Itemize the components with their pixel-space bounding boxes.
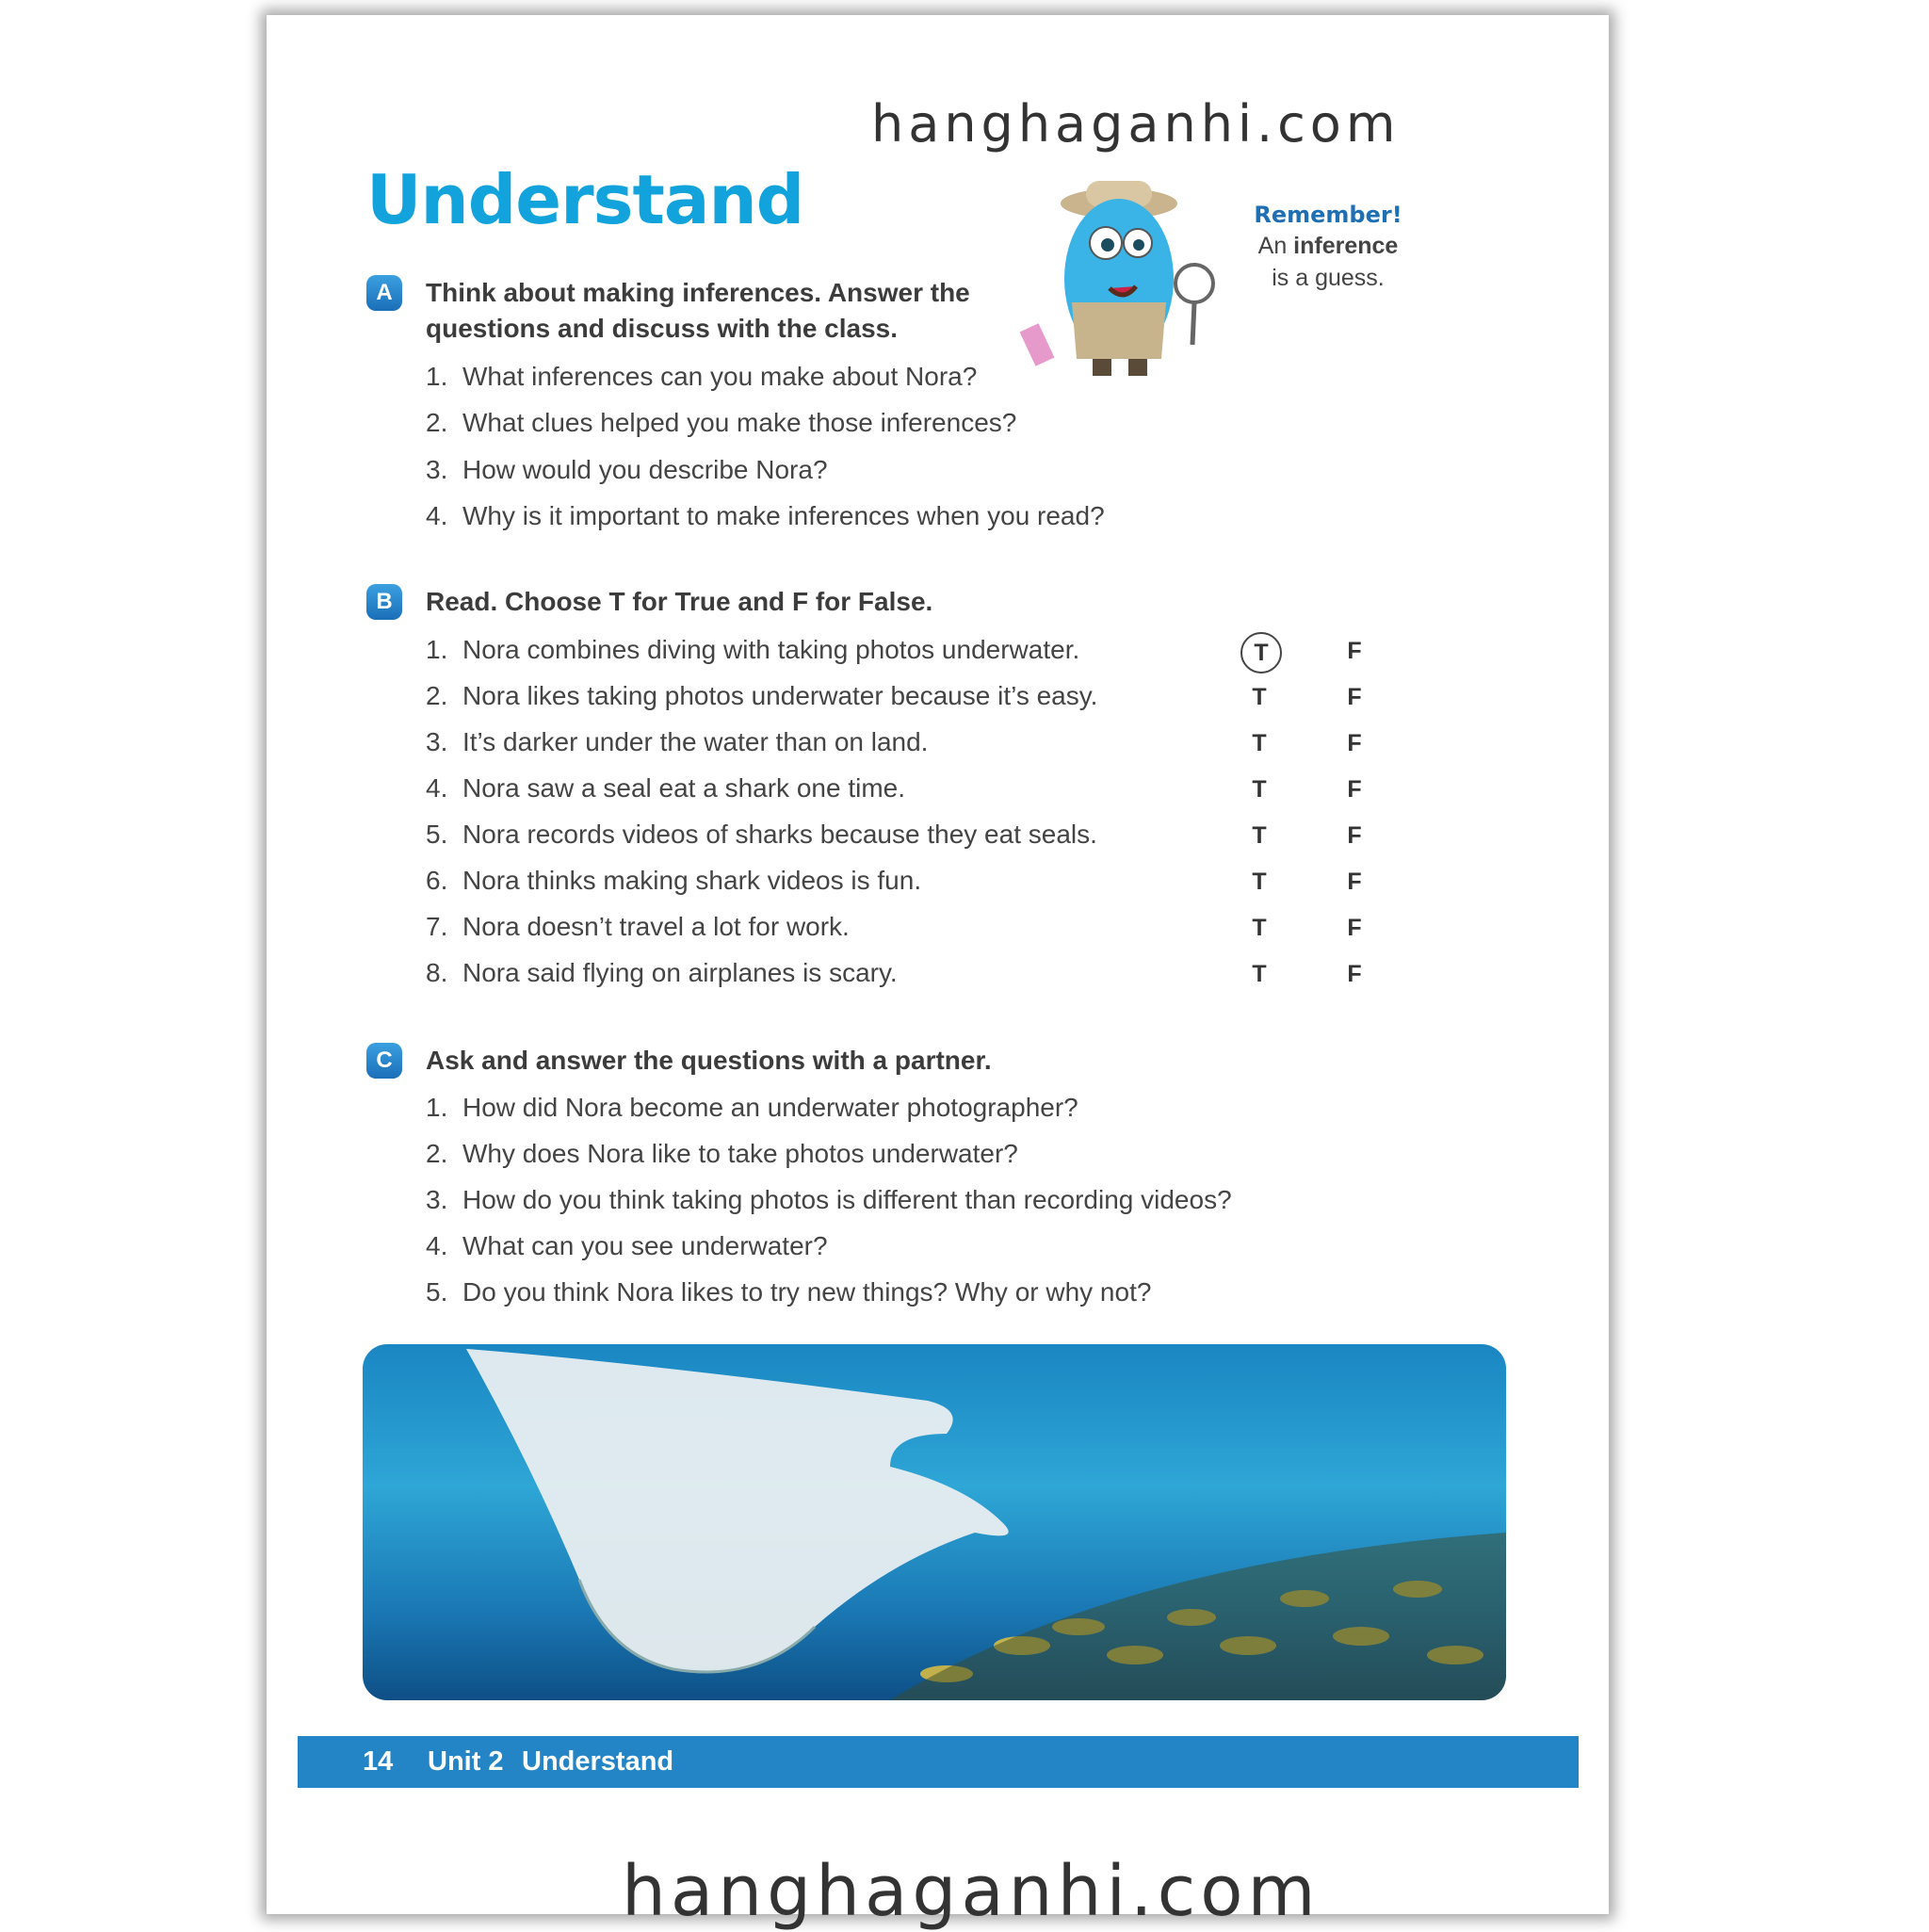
item-text: Do you think Nora likes to try new things? Why or why not?	[462, 1277, 1152, 1307]
item-text: Nora likes taking photos underwater because it’s easy.	[462, 681, 1098, 710]
list-item	[426, 1185, 1232, 1215]
list-item	[426, 362, 977, 392]
tf-question-row	[426, 727, 928, 757]
true-option[interactable]: T	[1252, 684, 1267, 710]
true-option[interactable]: T	[1252, 822, 1267, 849]
false-option[interactable]: F	[1347, 684, 1362, 710]
tf-question-row	[426, 912, 850, 942]
item-text: Nora doesn’t travel a lot for work.	[462, 912, 850, 941]
true-option[interactable]: T	[1252, 915, 1267, 941]
footer-section: Understand	[522, 1746, 674, 1777]
item-text: Nora records videos of sharks because they eat seals.	[462, 820, 1097, 849]
list-item	[426, 1277, 1151, 1307]
section-c-instruction: Ask and answer the questions with a partner.	[426, 1046, 992, 1075]
list-item	[426, 408, 1016, 438]
false-option[interactable]: F	[1347, 961, 1362, 987]
item-text: It’s darker under the water than on land.	[462, 727, 929, 756]
watermark-top: hanghaganhi.com	[871, 94, 1401, 154]
true-option[interactable]: T	[1252, 961, 1267, 987]
item-number: 2.	[426, 408, 448, 437]
item-number: 6.	[426, 866, 448, 895]
tf-question-row	[426, 820, 1097, 850]
item-text: Nora said flying on airplanes is scary.	[462, 958, 898, 987]
list-item	[426, 1231, 828, 1261]
item-text: Nora combines diving with taking photos underwater.	[462, 635, 1080, 664]
list-item	[426, 1093, 1078, 1123]
tf-question-row	[426, 635, 1079, 665]
tf-question-row	[426, 681, 1097, 711]
item-number: 1.	[426, 1093, 448, 1122]
tf-question-row	[426, 958, 898, 988]
tf-question-row	[426, 773, 905, 804]
item-number: 2.	[426, 681, 448, 710]
item-text: What clues helped you make those inferences?	[462, 408, 1017, 437]
section-b-instruction: Read. Choose T for True and F for False.	[426, 587, 933, 616]
item-number: 7.	[426, 912, 448, 941]
false-option[interactable]: F	[1347, 776, 1362, 803]
page-number: 14	[363, 1746, 394, 1777]
item-number: 3.	[426, 455, 448, 484]
section-a-badge: A	[366, 275, 402, 311]
remember-line2: is a guess.	[1272, 265, 1385, 291]
item-number: 3.	[426, 727, 448, 756]
list-item	[426, 1139, 1018, 1169]
list-item	[426, 455, 828, 485]
detective-mascot-illustration	[1015, 175, 1223, 387]
item-text: Nora saw a seal eat a shark one time.	[462, 773, 906, 803]
item-number: 2.	[426, 1139, 448, 1168]
false-option[interactable]: F	[1347, 638, 1362, 664]
item-text: What can you see underwater?	[462, 1231, 828, 1260]
footer-unit: Unit 2	[428, 1746, 504, 1777]
false-option[interactable]: F	[1347, 915, 1362, 941]
item-number: 5.	[426, 1277, 448, 1307]
section-a-instruction-line1: Think about making inferences. Answer the	[426, 278, 970, 307]
true-option[interactable]: T	[1240, 632, 1282, 674]
false-option[interactable]: F	[1347, 869, 1362, 895]
item-text: Why is it important to make inferences when you read?	[462, 501, 1105, 530]
section-a-instruction-line2: questions and discuss with the class.	[426, 314, 899, 343]
section-c-badge: C	[366, 1043, 402, 1079]
page-title: Understand	[366, 160, 804, 239]
remember-line1	[1253, 233, 1403, 260]
item-text: How do you think taking photos is different than recording videos?	[462, 1185, 1232, 1214]
item-number: 4.	[426, 501, 448, 530]
item-text: Why does Nora like to take photos underwater?	[462, 1139, 1018, 1168]
true-option[interactable]: T	[1252, 730, 1267, 756]
true-option[interactable]: T	[1252, 776, 1267, 803]
watermark-bottom: hanghaganhi.com	[622, 1851, 1321, 1932]
item-number: 1.	[426, 362, 448, 391]
item-text: Nora thinks making shark videos is fun.	[462, 866, 922, 895]
tf-question-row	[426, 866, 921, 896]
item-text: How would you describe Nora?	[462, 455, 828, 484]
item-number: 4.	[426, 773, 448, 803]
item-text: How did Nora become an underwater photographer?	[462, 1093, 1078, 1122]
item-number: 8.	[426, 958, 448, 987]
item-number: 3.	[426, 1185, 448, 1214]
remember-heading: Remember!	[1254, 202, 1402, 228]
item-number: 5.	[426, 820, 448, 849]
item-text: What inferences can you make about Nora?	[462, 362, 978, 391]
manta-ray-illustration	[363, 1344, 1506, 1700]
page-footer-bar	[298, 1736, 1579, 1788]
false-option[interactable]: F	[1347, 730, 1362, 756]
false-option[interactable]: F	[1347, 822, 1362, 849]
item-number: 4.	[426, 1231, 448, 1260]
item-number: 1.	[426, 635, 448, 664]
section-b-badge: B	[366, 584, 402, 620]
remember-keyword: inference	[1293, 233, 1399, 259]
true-option[interactable]: T	[1252, 869, 1267, 895]
manta-ray-photo	[363, 1344, 1506, 1700]
remember-text: An	[1257, 233, 1294, 259]
list-item	[426, 501, 1105, 531]
